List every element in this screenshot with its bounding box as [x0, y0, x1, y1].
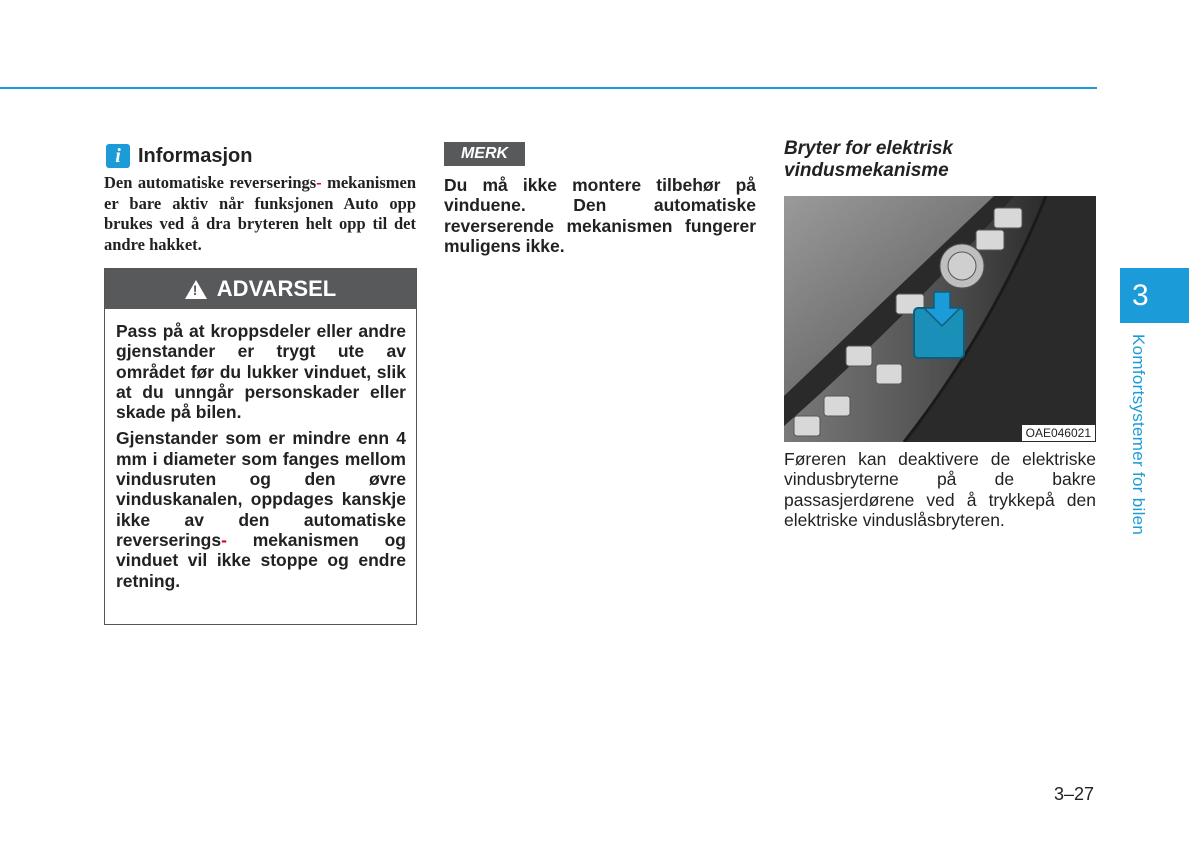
- info-icon: i: [106, 144, 130, 168]
- info-title: Informasjon: [138, 144, 253, 167]
- section-caption: Føreren kan deaktivere de elektriske vindusbryterne på de bakre passasjerdørene ved å trykkepå den elektriske vinduslåsbryteren.: [784, 449, 1096, 530]
- top-rule: [0, 87, 1097, 89]
- info-text: [104, 173, 416, 255]
- warning-header: [105, 269, 416, 309]
- warning-hyphen: -: [221, 529, 227, 550]
- chapter-label: Komfortsystemer for bilen: [1129, 334, 1148, 536]
- info-hyphen: -: [316, 173, 322, 192]
- door-panel-illustration: [784, 196, 1096, 442]
- info-heading: [106, 144, 252, 168]
- warning-box: [104, 268, 417, 625]
- note-text: Du må ikke montere tilbehør på vinduene. Den automatiske reverserende mekanismen fungerer muligens ikke.: [444, 175, 756, 256]
- warning-paragraph-2: [116, 428, 406, 590]
- page-number: 3–27: [1054, 784, 1095, 804]
- warning-paragraph-1: Pass på at kroppsdeler eller andre gjenstander er trygt ute av området før du lukker vinduet, slik at du unngår personskader eller skade på bilen.: [116, 321, 406, 423]
- image-code: OAE046021: [1022, 425, 1095, 441]
- window-switch-photo: [784, 196, 1096, 442]
- warning-p2-part1: Gjenstander som er mindre enn 4 mm i diameter som fanges mellom vindusruten og den øvre vinduskanalen, oppdages kanskje ikke av den automatiske reverserings: [116, 428, 406, 550]
- section-title: Bryter for elektrisk vindusmekanisme: [784, 138, 953, 181]
- note-badge: MERK: [444, 142, 525, 166]
- warning-icon: !: [185, 280, 207, 299]
- warning-p2-part2: mekanismen og vinduet vil ikke stoppe og endre retning.: [116, 529, 406, 591]
- warning-body: [105, 309, 416, 591]
- info-text-part1: Den automatiske reverserings: [104, 173, 317, 192]
- warning-title: ADVARSEL: [216, 276, 337, 301]
- info-text-part2: mekanismen er bare aktiv når funksjonen Auto opp brukes ved å dra bryteren helt opp til det andre hakket.: [104, 173, 417, 254]
- chapter-tab: 3: [1120, 268, 1189, 323]
